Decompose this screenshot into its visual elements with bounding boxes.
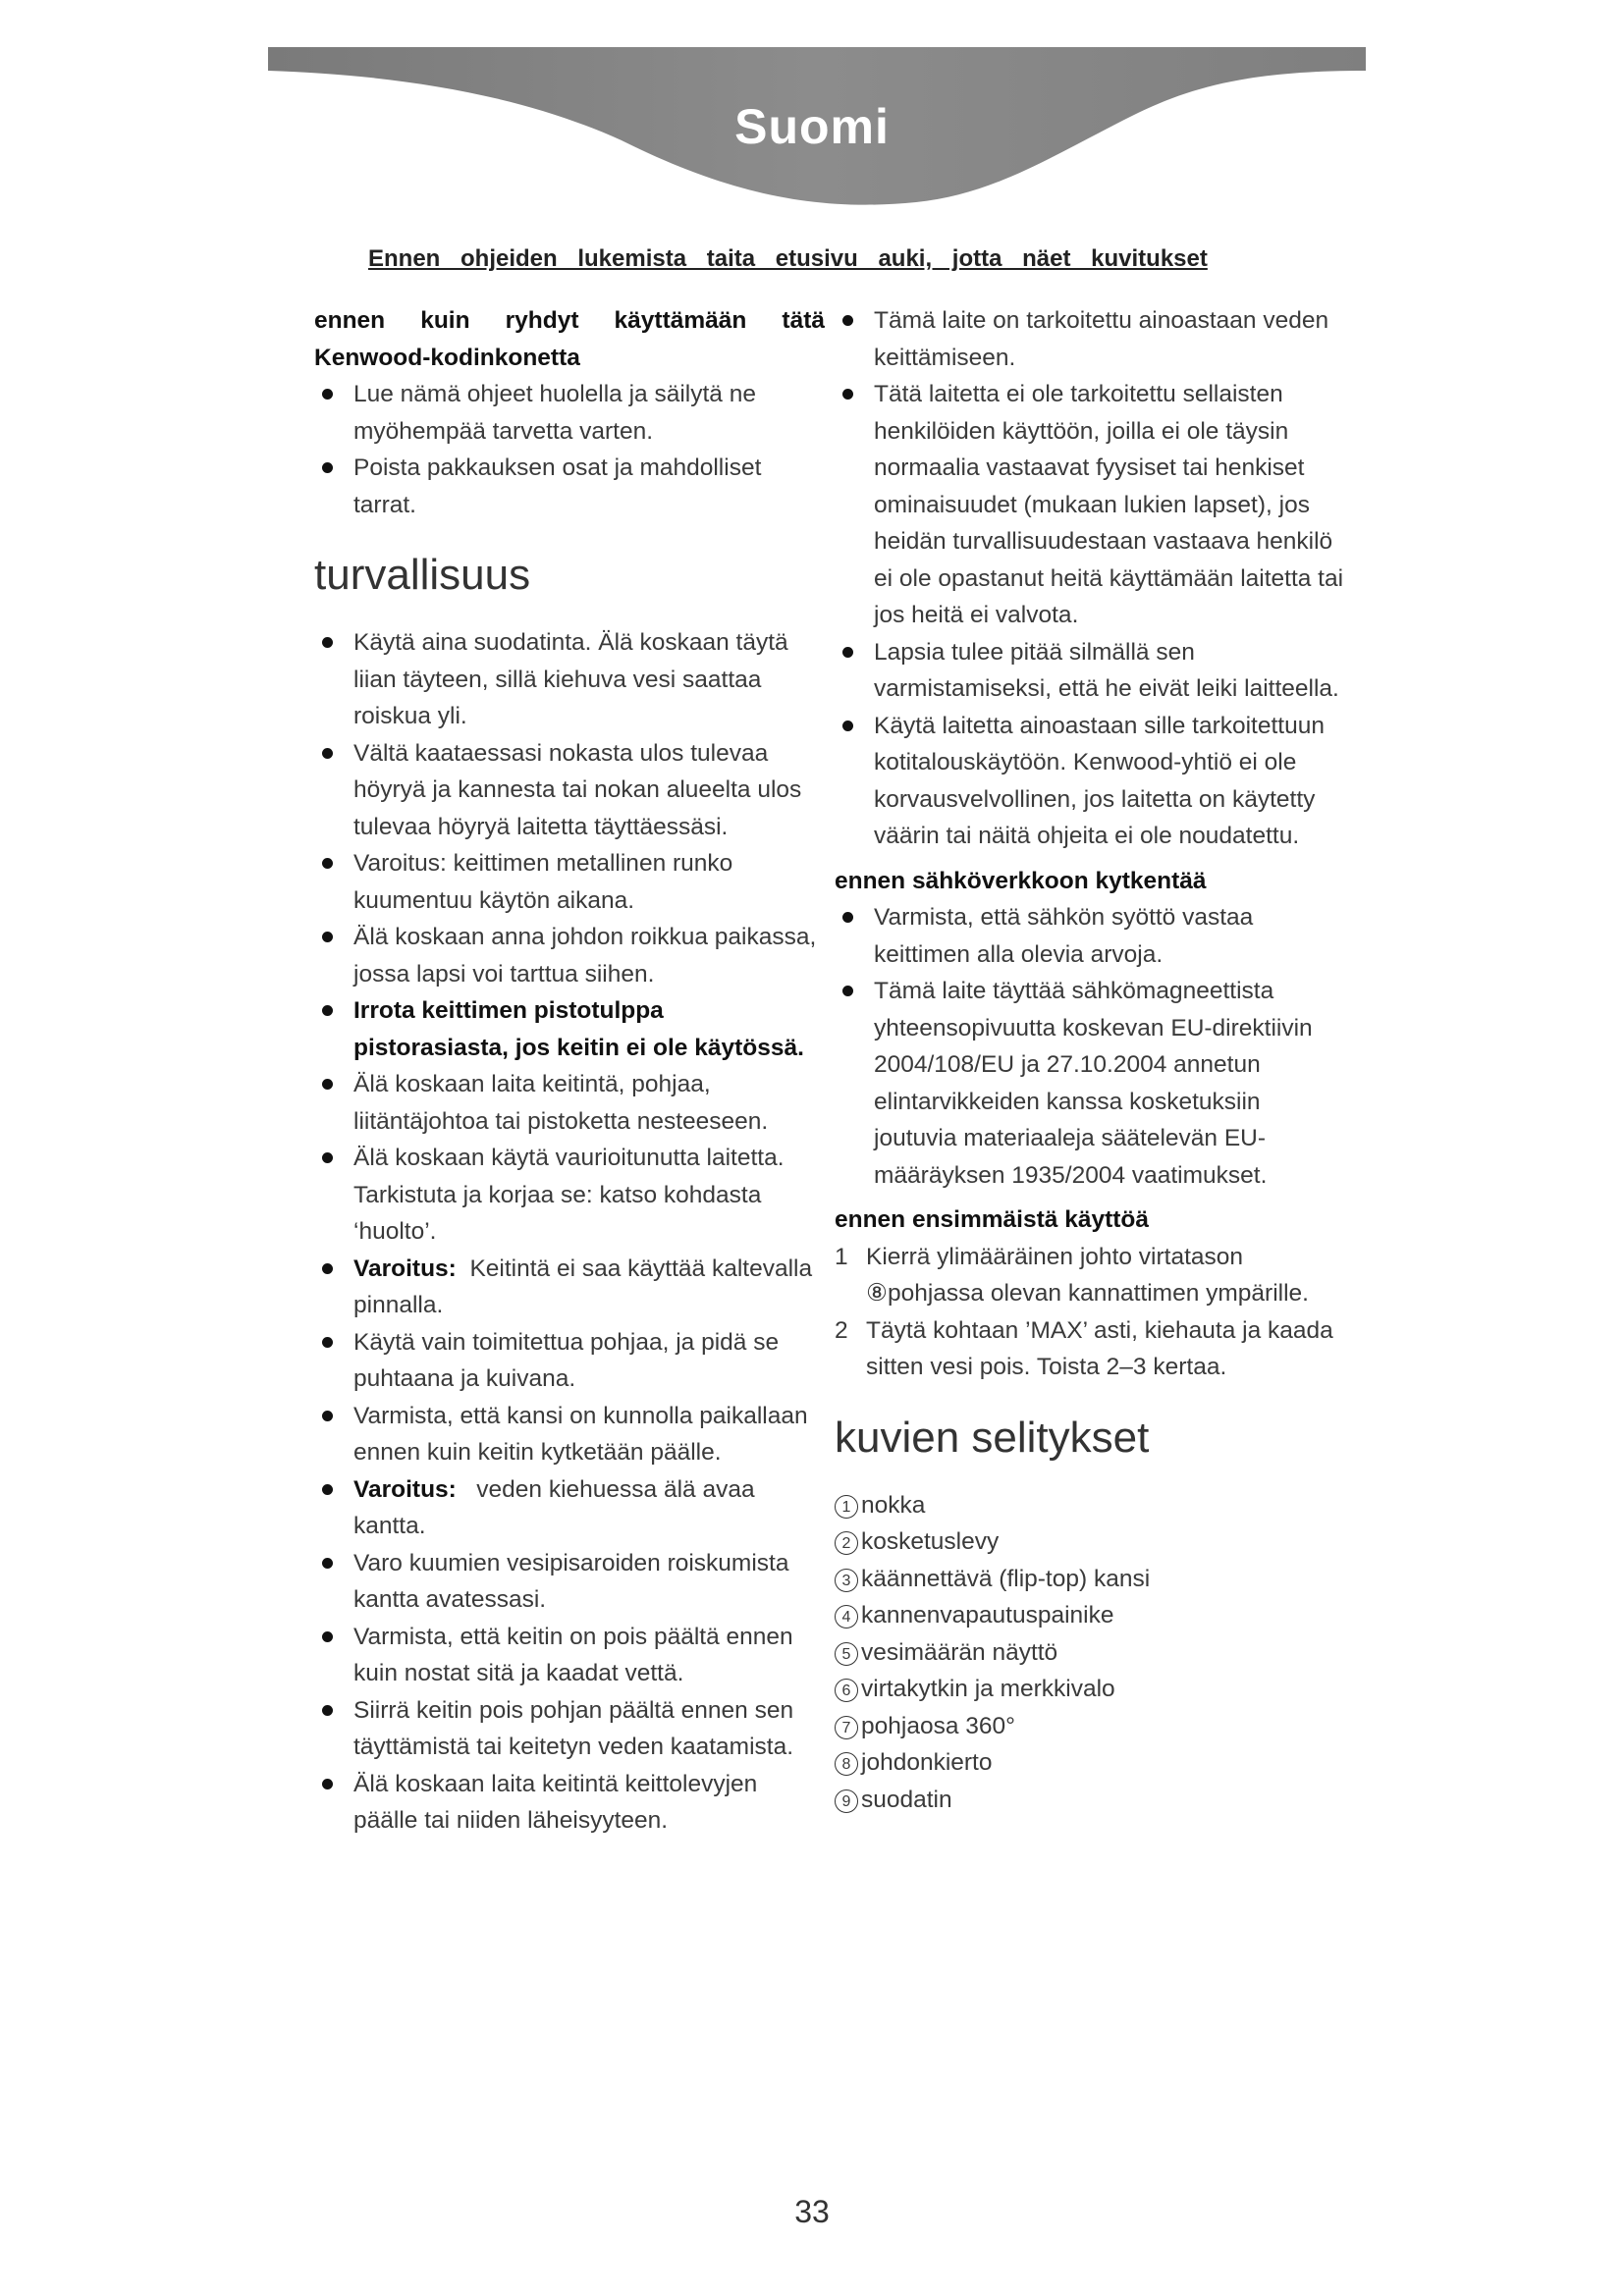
part-label: virtakytkin ja merkkivalo — [861, 1676, 1115, 1702]
step-item — [835, 1239, 1345, 1312]
part-label: kannenvapautuspainike — [861, 1602, 1114, 1629]
fold-out-notice: Ennen ohjeiden lukemista taita etusivu auki, jotta näet kuvitukset — [368, 245, 1208, 272]
part-label: käännettävä (flip-top) kansi — [861, 1565, 1151, 1592]
safety-heading: turvallisuus — [314, 551, 531, 599]
parts-heading: kuvien selitykset — [835, 1413, 1150, 1462]
intro-list — [314, 376, 825, 523]
part-item — [835, 1744, 1345, 1782]
part-number: 6 — [835, 1679, 858, 1702]
safety-list — [314, 624, 825, 1840]
power-list — [835, 899, 1345, 1194]
part-item — [835, 1782, 1345, 1819]
list-item: Käytä vain toimitettua pohjaa, ja pidä se puhtaana ja kuivana. — [314, 1324, 825, 1398]
part-number: 7 — [835, 1716, 858, 1739]
part-item — [835, 1561, 1345, 1598]
warning-text: veden kiehuessa älä avaa kanttа. — [353, 1475, 755, 1539]
part-number: 5 — [835, 1642, 858, 1666]
list-item: Älä koskaan anna johdon roikkua paikassa, jossa lapsi voi tarttua siihen. — [314, 919, 825, 992]
part-label: pohjaosa 360° — [861, 1712, 1015, 1739]
list-item: Lue nämä ohjeet huolella ja säilytä ne myöhempää tarvetta varten. — [314, 376, 825, 450]
slope-warning — [314, 1251, 825, 1324]
warning-label: Varoitus: — [353, 1255, 457, 1282]
list-item: Älä koskaan käytä vaurioitunutta laitetta. Tarkistuta ja korjaa se: katso kohdasta ‘huolto’. — [314, 1140, 825, 1251]
list-item: Siirrä keitin pois pohjan päältä ennen sen täyttämistä tai keitetyn veden kaatamista. — [314, 1692, 825, 1766]
part-label: kosketuslevy — [861, 1528, 1000, 1555]
parts-list — [835, 1487, 1345, 1819]
list-item: Varmista, että keitin on pois päältä ennen kuin nostat sitä ja kaadat vettä. — [314, 1619, 825, 1692]
list-item: Varo kuumien vesipisaroiden roiskumista kantta avatessasi. — [314, 1545, 825, 1619]
part-item — [835, 1487, 1345, 1524]
right-column — [835, 302, 1345, 1818]
list-item: Älä koskaan laita keitintä, pohjaa, liitäntäjohtoa tai pistoketta nesteeseen. — [314, 1066, 825, 1140]
lid-warning — [314, 1471, 825, 1545]
list-item: Varoitus: keittimen metallinen runko kuumentuu käytön aikana. — [314, 845, 825, 919]
part-number: 2 — [835, 1531, 858, 1555]
step-text: Täytä kohtaan ’MAX’ asti, kiehauta ja kaada sitten vesi pois. Toista 2–3 kertaa. — [866, 1316, 1333, 1380]
part-item — [835, 1523, 1345, 1561]
part-label: nokka — [861, 1491, 926, 1519]
part-number: 4 — [835, 1605, 858, 1629]
part-item — [835, 1708, 1345, 1745]
intro-heading: ennen kuin ryhdyt käyttämään tätä Kenwood-kodinkonetta — [314, 307, 825, 371]
intended-use-list — [835, 302, 1345, 855]
list-item: Vältä kaataessasi nokasta ulos tulevaa höyryä ja kannesta tai nokan alueelta ulos tulevaa höyryä laitetta täyttäessäsi. — [314, 735, 825, 846]
part-item — [835, 1597, 1345, 1634]
part-number: 3 — [835, 1569, 858, 1592]
page-number: 33 — [794, 2194, 830, 2229]
list-item: Älä koskaan laita keitintä keittolevyjen päälle tai niiden läheisyyteen. — [314, 1766, 825, 1840]
left-column — [314, 302, 825, 1840]
banner-title: Suomi — [734, 99, 890, 154]
part-number: 8 — [835, 1752, 858, 1776]
list-item: Tämä laite on tarkoitettu ainoastaan veden keittämiseen. — [835, 302, 1345, 376]
part-label: suodatin — [861, 1786, 952, 1813]
warning-text: Keitintä ei saa käyttää kaltevalla pinnalla. — [353, 1255, 813, 1318]
part-number: 9 — [835, 1789, 858, 1813]
first-use-steps — [835, 1239, 1345, 1386]
step-text: Kierrä ylimääräinen johto virtatason ⑧pohjassa olevan kannattimen ympärille. — [866, 1243, 1309, 1307]
list-item: Tätä laitetta ei ole tarkoitettu sellaisten henkilöiden käyttöön, joilla ei ole täysin normaalia vastaavat fyysiset tai henkiset ominaisuudet (mukaan lukien lapset), jos heidän turvallisuudestaan vastaava henkilö ei ole opastanut heitä käyttämään laitetta tai jos heitä ei valvota. — [835, 376, 1345, 634]
power-heading: ennen sähköverkkoon kytkentää — [835, 867, 1207, 894]
step-item — [835, 1312, 1345, 1386]
list-item: Varmista, että sähkön syöttö vastaa keittimen alla olevia arvoja. — [835, 899, 1345, 973]
list-item: Käytä aina suodatinta. Älä koskaan täytä liian täyteen, sillä kiehuva vesi saattaa roiskua yli. — [314, 624, 825, 735]
part-label: johdonkierto — [861, 1749, 993, 1776]
warning-label: Varoitus: — [353, 1475, 457, 1503]
unplug-warning: Irrota keittimen pistotulppa pistorasiasta, jos keitin ei ole käytössä. — [314, 992, 825, 1066]
list-item: Poista pakkauksen osat ja mahdolliset tarrat. — [314, 450, 825, 523]
list-item: Lapsia tulee pitää silmällä sen varmistamiseksi, että he eivät leiki laitteella. — [835, 634, 1345, 708]
list-item: Käytä laitetta ainoastaan sille tarkoitettuun kotitalouskäytöön. Kenwood-yhtiö ei ole korvausvelvollinen, jos laitetta on käytetty väärin tai näitä ohjeita ei ole noudatettu. — [835, 708, 1345, 855]
step-number: 1 — [835, 1243, 848, 1270]
part-label: vesimäärän näyttö — [861, 1638, 1058, 1666]
step-number: 2 — [835, 1316, 848, 1344]
first-use-heading: ennen ensimmäistä käyttöä — [835, 1206, 1149, 1233]
part-item — [835, 1671, 1345, 1708]
part-number: 1 — [835, 1495, 858, 1519]
list-item: Tämä laite täyttää sähkömagneettista yhteensopivuutta koskevan EU-direktiivin 2004/108/EU ja 27.10.2004 annetun elintarvikkeiden kanssa kosketuksiin joutuvia materiaaleja säätelevän EU-määräyksen 1935/2004 vaatimukset. — [835, 973, 1345, 1194]
part-item — [835, 1634, 1345, 1672]
list-item: Varmista, että kansi on kunnolla paikallaan ennen kuin keitin kytketään päälle. — [314, 1398, 825, 1471]
